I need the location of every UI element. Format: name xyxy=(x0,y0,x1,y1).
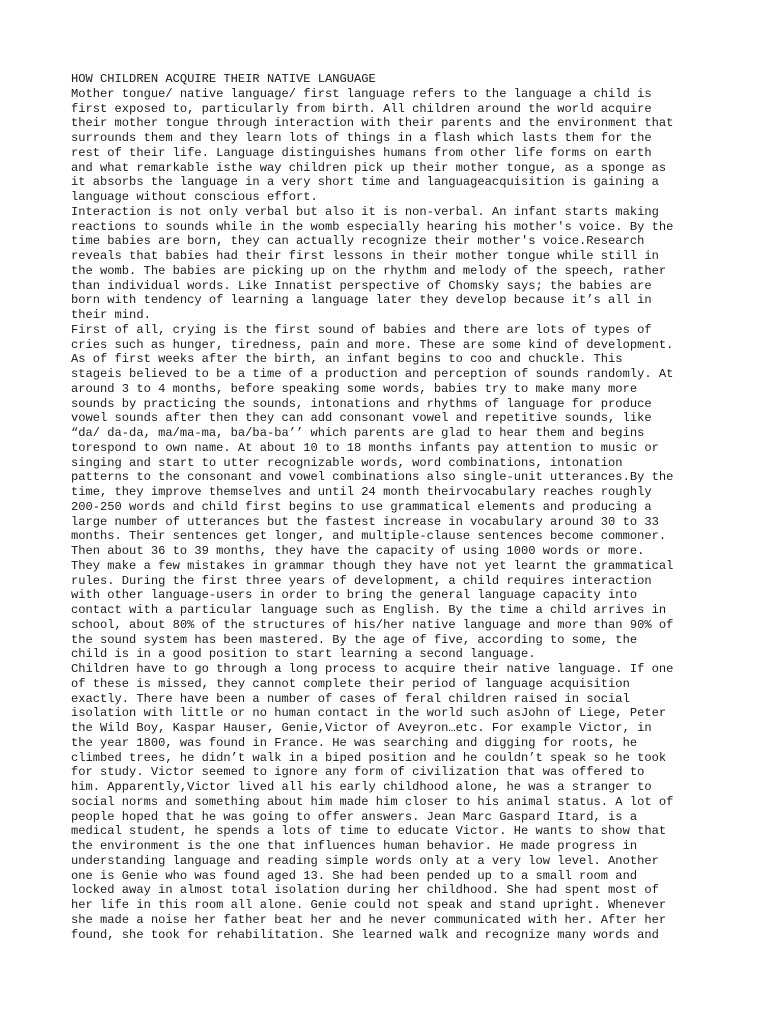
text-line: school, about 80% of the structures of his/her native language and more than 90% of xyxy=(71,617,674,632)
text-line: one is Genie who was found aged 13. She had been pended up to a small room and xyxy=(71,868,638,883)
text-line: and what remarkable isthe way children pick up their mother tongue, as a sponge as xyxy=(71,160,667,175)
text-line: time, they improve themselves and until 24 month theirvocabulary reaches roughly xyxy=(71,485,652,499)
text-line: her life in this room all alone. Genie could not speak and stand upright. Whenever xyxy=(71,898,667,912)
text-line: she made a noise her father beat her and he never communicated with her. After her xyxy=(71,912,667,927)
text-line: reactions to sounds while in the womb especially hearing his mother's voice. By the xyxy=(71,219,674,234)
paragraph xyxy=(71,323,711,662)
text-line: singing and start to utter recognizable words, word combinations, intonation xyxy=(71,455,623,470)
text-line: it absorbs the language in a very short time and languageacquisition is gaining a xyxy=(71,175,659,190)
text-line: people hoped that he was going to offer answers. Jean Marc Gaspard Itard, is a xyxy=(71,809,638,824)
text-line: Children have to go through a long process to acquire their native language. If one xyxy=(71,662,674,676)
text-line: first exposed to, particularly from birth. All children around the world acquire xyxy=(71,101,652,116)
text-line: large number of utterances but the fastest increase in vocabulary around 30 to 33 xyxy=(71,514,659,529)
document-title: HOW CHILDREN ACQUIRE THEIR NATIVE LANGUAGE xyxy=(71,72,376,86)
text-line: with other language-users in order to bring the general language capacity into xyxy=(71,588,638,603)
text-line: around 3 to 4 months, before speaking some words, babies try to make many more xyxy=(71,381,638,396)
text-line: vowel sounds after then they can add consonant vowel and repetitive sounds, like xyxy=(71,411,652,426)
text-line: surrounds them and they learn lots of things in a flash which lasts them for the xyxy=(71,131,652,145)
paragraph xyxy=(71,205,711,323)
text-line: locked away in almost total isolation during her childhood. She had spent most of xyxy=(71,883,659,898)
text-line: “da/ da-da, ma/ma-ma, ba/ba-ba’’ which parents are glad to hear them and begins xyxy=(71,426,645,440)
text-line: their mother tongue through interaction with their parents and the environment that xyxy=(71,116,674,131)
paragraph xyxy=(71,87,711,205)
document-body xyxy=(71,87,711,943)
text-line: for study. Victor seemed to ignore any form of civilization that was offered to xyxy=(71,765,645,780)
text-line: Mother tongue/ native language/ first language refers to the language a child is xyxy=(71,86,652,101)
paragraph xyxy=(71,662,711,942)
text-line: sounds by practicing the sounds, intonations and rhythms of language for produce xyxy=(71,396,652,411)
text-line: medical student, he spends a lots of time to educate Victor. He wants to show that xyxy=(71,824,667,839)
text-line: their mind. xyxy=(71,308,151,322)
text-line: found, she took for rehabilitation. She learned walk and recognize many words and xyxy=(71,927,659,942)
text-line: patterns to the consonant and vowel combinations also single-unit utterances.By the xyxy=(71,470,674,485)
text-line: social norms and something about him made him closer to his animal status. A lot of xyxy=(71,794,674,809)
text-line: the year 1800, was found in France. He was searching and digging for roots, he xyxy=(71,735,638,750)
text-line: child is in a good position to start learning a second language. xyxy=(71,647,536,662)
text-line: As of first weeks after the birth, an infant begins to coo and chuckle. This xyxy=(71,352,623,367)
text-line: the Wild Boy, Kaspar Hauser, Genie,Victor of Aveyron…etc. For example Victor, in xyxy=(71,721,652,735)
text-line: torespond to own name. At about 10 to 18 months infants pay attention to music or xyxy=(71,440,659,455)
text-line: 200-250 words and child first begins to use grammatical elements and producing a xyxy=(71,499,652,514)
text-line: the womb. The babies are picking up on the rhythm and melody of the speech, rather xyxy=(71,263,667,278)
text-line: First of all, crying is the first sound of babies and there are lots of types of xyxy=(71,322,652,337)
text-line: climbed trees, he didn’t walk in a biped position and he couldn’t speak so he took xyxy=(71,750,667,765)
text-line: born with tendency of learning a language later they develop because it’s all in xyxy=(71,293,652,308)
text-line: of these is missed, they cannot complete their period of language acquisition xyxy=(71,676,630,691)
text-line: stageis believed to be a time of a production and perception of sounds randomly. At xyxy=(71,367,674,381)
text-line: rest of their life. Language distinguishes humans from other life forms on earth xyxy=(71,145,652,160)
text-line: contact with a particular language such as English. By the time a child arrives in xyxy=(71,603,667,617)
text-line: months. Their sentences get longer, and multiple-clause sentences become commoner. xyxy=(71,529,667,544)
text-line: Interaction is not only verbal but also it is non-verbal. An infant starts making xyxy=(71,204,659,219)
text-line: exactly. There have been a number of cases of feral children raised in social xyxy=(71,691,630,706)
text-line: the sound system has been mastered. By the age of five, according to some, the xyxy=(71,632,638,647)
text-line: than individual words. Like Innatist perspective of Chomsky says; the babies are xyxy=(71,278,652,293)
text-line: language without conscious effort. xyxy=(71,190,318,204)
text-line: understanding language and reading simple words only at a very low level. Another xyxy=(71,853,659,868)
text-line: him. Apparently,Victor lived all his early childhood alone, he was a stranger to xyxy=(71,780,652,794)
text-line: reveals that babies had their first lessons in their mother tongue while still in xyxy=(71,249,659,263)
text-line: cries such as hunger, tiredness, pain and more. These are some kind of development. xyxy=(71,337,674,352)
text-line: isolation with little or no human contact in the world such asJohn of Liege, Peter xyxy=(71,706,667,721)
text-line: the environment is the one that influences human behavior. He made progress in xyxy=(71,839,638,853)
text-line: Then about 36 to 39 months, they have the capacity of using 1000 words or more. xyxy=(71,544,645,558)
document-page xyxy=(71,72,711,942)
text-line: time babies are born, they can actually recognize their mother's voice.Research xyxy=(71,234,645,249)
text-line: rules. During the first three years of development, a child requires interaction xyxy=(71,573,652,588)
text-line: They make a few mistakes in grammar though they have not yet learnt the grammatical xyxy=(71,558,674,573)
